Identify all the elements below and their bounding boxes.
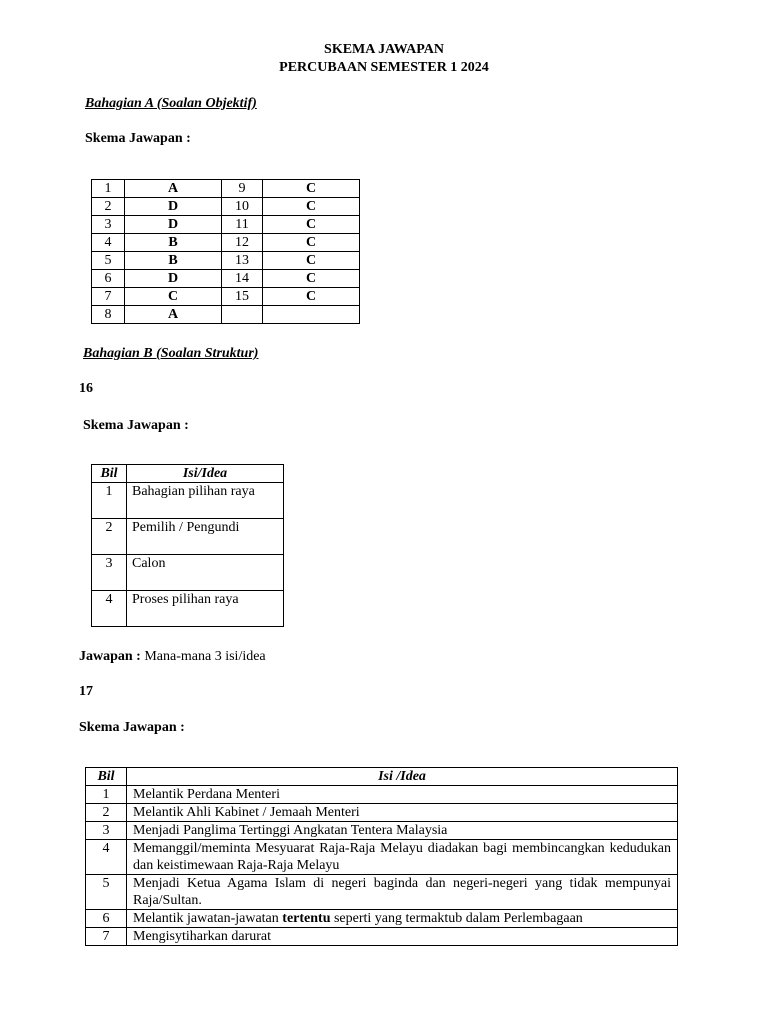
table-row [92, 252, 360, 270]
row-bil: 7 [86, 928, 127, 946]
question-number: 2 [92, 198, 125, 216]
table-row [92, 288, 360, 306]
answer-letter: C [125, 288, 222, 306]
q16-answer-table [91, 464, 284, 627]
question-number: 9 [222, 180, 263, 198]
doc-title: SKEMA JAWAPAN [324, 42, 444, 57]
q16-number: 16 [79, 381, 93, 396]
question-number: 8 [92, 306, 125, 324]
answer-letter: D [125, 270, 222, 288]
answer-letter: C [263, 180, 360, 198]
table-row [86, 786, 678, 804]
q17-col-isi: Isi /Idea [127, 768, 678, 786]
answer-letter: B [125, 252, 222, 270]
table-row [92, 519, 284, 555]
answer-letter: B [125, 234, 222, 252]
answer-letter: C [263, 270, 360, 288]
answer-letter: C [263, 198, 360, 216]
question-number [222, 306, 263, 324]
table-row [92, 483, 284, 519]
answer-letter: C [263, 216, 360, 234]
row-bil: 1 [86, 786, 127, 804]
question-number: 5 [92, 252, 125, 270]
row-isi: Bahagian pilihan raya [127, 483, 284, 519]
question-number: 10 [222, 198, 263, 216]
row-isi-emphasis: tertentu [282, 911, 331, 926]
row-bil: 6 [86, 910, 127, 928]
table-row [92, 180, 360, 198]
section-b-heading: Bahagian B (Soalan Struktur) [83, 346, 259, 361]
table-row [86, 822, 678, 840]
row-isi: Pemilih / Pengundi [127, 519, 284, 555]
row-isi-text: Melantik jawatan-jawatan [133, 911, 283, 926]
q16-col-bil: Bil [92, 465, 127, 483]
table-row [86, 804, 678, 822]
table-row [92, 216, 360, 234]
doc-subtitle: PERCUBAAN SEMESTER 1 2024 [279, 60, 489, 75]
row-bil: 3 [92, 555, 127, 591]
question-number: 13 [222, 252, 263, 270]
row-isi: Melantik Ahli Kabinet / Jemaah Menteri [127, 804, 678, 822]
q17-number: 17 [79, 684, 93, 699]
row-bil: 3 [86, 822, 127, 840]
objective-answer-table [91, 179, 360, 324]
row-bil: 4 [86, 840, 127, 875]
row-bil: 2 [92, 519, 127, 555]
answer-letter: C [263, 234, 360, 252]
question-number: 7 [92, 288, 125, 306]
row-isi: Memanggil/meminta Mesyuarat Raja-Raja Melayu diadakan bagi membincangkan kedudukan dan keistimewaan Raja-Raja Melayu [127, 840, 678, 875]
row-isi: Mengisytiharkan darurat [127, 928, 678, 946]
table-row [92, 306, 360, 324]
answer-letter [263, 306, 360, 324]
row-isi: Melantik Perdana Menteri [127, 786, 678, 804]
answer-letter: A [125, 306, 222, 324]
row-bil: 4 [92, 591, 127, 627]
section-a-skema-label: Skema Jawapan : [85, 131, 191, 146]
row-bil: 2 [86, 804, 127, 822]
table-row [92, 591, 284, 627]
table-row [86, 875, 678, 910]
answer-letter: D [125, 216, 222, 234]
row-isi: Proses pilihan raya [127, 591, 284, 627]
answer-letter: C [263, 288, 360, 306]
row-isi: Menjadi Panglima Tertinggi Angkatan Tentera Malaysia [127, 822, 678, 840]
question-number: 11 [222, 216, 263, 234]
row-isi-text: seperti yang termaktub dalam Perlembagaan [330, 911, 583, 926]
table-row [92, 270, 360, 288]
question-number: 4 [92, 234, 125, 252]
table-row [86, 840, 678, 875]
q16-jawapan-text: Mana-mana 3 isi/idea [140, 649, 266, 664]
row-isi: Menjadi Ketua Agama Islam di negeri baginda dan negeri-negeri yang tidak mempunyai Raja/Sultan. [127, 875, 678, 910]
question-number: 15 [222, 288, 263, 306]
question-number: 14 [222, 270, 263, 288]
question-number: 1 [92, 180, 125, 198]
answer-letter: C [263, 252, 360, 270]
answer-letter: A [125, 180, 222, 198]
q17-skema-label: Skema Jawapan : [79, 720, 185, 735]
q16-col-isi: Isi/Idea [127, 465, 284, 483]
q16-jawapan-label: Jawapan : [79, 649, 141, 664]
section-a-heading: Bahagian A (Soalan Objektif) [85, 96, 257, 111]
row-isi [127, 910, 678, 928]
row-bil: 5 [86, 875, 127, 910]
answer-letter: D [125, 198, 222, 216]
question-number: 12 [222, 234, 263, 252]
q17-answer-table [85, 767, 678, 946]
q17-col-bil: Bil [86, 768, 127, 786]
row-isi: Calon [127, 555, 284, 591]
table-row [86, 910, 678, 928]
table-row [86, 928, 678, 946]
q16-jawapan [79, 649, 266, 665]
question-number: 6 [92, 270, 125, 288]
row-bil: 1 [92, 483, 127, 519]
question-number: 3 [92, 216, 125, 234]
table-row [92, 198, 360, 216]
table-row [92, 555, 284, 591]
table-row [92, 234, 360, 252]
q16-skema-label: Skema Jawapan : [83, 418, 189, 433]
